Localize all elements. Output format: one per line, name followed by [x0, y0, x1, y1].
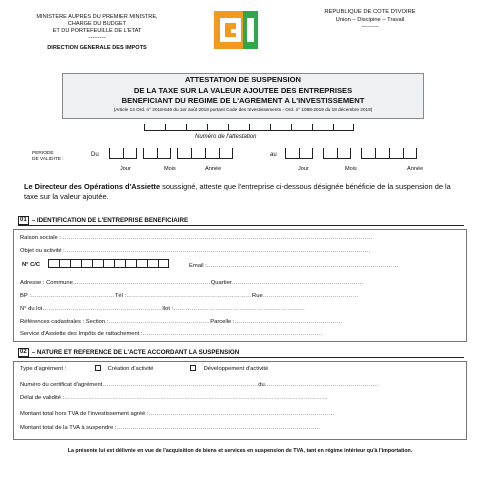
- period-to-label: au: [270, 152, 277, 158]
- creation-checkbox[interactable]: [95, 365, 101, 371]
- section-2-title: – NATURE ET REFERENCE DE L'ACTE ACCORDANT LA SUSPENSION: [31, 349, 240, 356]
- period-label: [32, 151, 64, 162]
- ilot-label: Ilot :: [162, 306, 174, 312]
- section-1-number: 01: [20, 217, 27, 223]
- section-1-header: [18, 216, 464, 225]
- email-field[interactable]: Email :……………………………………………………………………………………: [189, 263, 399, 269]
- period-from-day: Jour: [120, 166, 131, 172]
- attestation-number-label: Numéro de l'attestation: [195, 134, 257, 140]
- ministry-line: MINISTERE AUPRES DU PREMIER MINISTRE,: [36, 14, 158, 20]
- republic-motto: Union – Discipine – Travail: [335, 16, 405, 23]
- title-subtitle: (Article 14 Ord. n° 2018-646 du 1er août 2018 portant Code des Investissements - Ord. n° 1088-2019 du 18 décembre 2019): [113, 106, 373, 112]
- certificat-label: Numéro du certificat d'agrément: [20, 382, 103, 388]
- developpement-option[interactable]: [190, 365, 268, 372]
- raison-sociale-field[interactable]: Raison sociale :…………………………………………………………………………………………………………………………………………: [20, 235, 373, 241]
- creation-label: Création d'activité: [107, 365, 154, 372]
- montant-tva-label: Montant total de la TVA à suspendre :: [20, 425, 117, 431]
- ref-cadastrales-field[interactable]: Références cadastrales : Section :……………………………………………Parcelle :………………………………………………: [20, 319, 343, 325]
- adresse-label: Adresse : Commune: [20, 280, 73, 286]
- delai-field[interactable]: Délai de validité :……………………………………………………………………………………………………………………: [20, 395, 329, 401]
- service-field[interactable]: Service d'Assiette des Impôts de rattachement :………………………………………………………………………………: [20, 331, 323, 337]
- parcelle-label: Parcelle :: [210, 319, 235, 325]
- rue-label: Rue: [252, 293, 263, 299]
- ncc-label: N° C/C: [22, 262, 41, 268]
- period-from-label: Du: [91, 152, 99, 158]
- developpement-checkbox[interactable]: [190, 365, 196, 371]
- period-from-month: Mois: [164, 166, 176, 172]
- ref-cadastrales-label: Références cadastrales : Section :: [20, 319, 109, 325]
- lot-ilot-field[interactable]: N° du lot……………………………………………………Ilot :…………………………………………………………: [20, 306, 306, 312]
- section-2-rule: [18, 357, 464, 358]
- period-to-month: Mois: [345, 166, 357, 172]
- document-title-box: [62, 73, 424, 119]
- period-to-day: Jour: [298, 166, 309, 172]
- delai-label: Délai de validité :: [20, 395, 65, 401]
- intro-signatory: Le Directeur des Opérations d'Assiette: [24, 182, 161, 191]
- objet-field[interactable]: Objet ou activité :………………………………………………………………………………………………………………………………………: [20, 248, 371, 254]
- email-label: Email :: [189, 263, 207, 269]
- ministry-line: ET DU PORTEFEUILLE DE L'ETAT: [52, 28, 142, 34]
- ministry-separator: ---------: [88, 35, 106, 41]
- period-label-line: DE VALIDITE :: [32, 156, 64, 162]
- dgi-logo: [214, 11, 258, 49]
- direction-name: DIRECTION GENERALE DES IMPOTS: [47, 45, 147, 51]
- service-label: Service d'Assiette des Impôts de rattachement :: [20, 331, 143, 337]
- period-to-boxes[interactable]: [285, 148, 417, 159]
- developpement-label: Développement d'activité: [203, 365, 269, 372]
- period-label-line: PERIODE: [32, 151, 54, 156]
- section-2-number: 02: [20, 349, 27, 355]
- certificat-field[interactable]: Numéro du certificat d'agrément……………………………………………………………………du…………………………………………………: [20, 382, 379, 388]
- objet-label: Objet ou activité :: [20, 248, 65, 254]
- certificat-date-label: du: [258, 382, 265, 388]
- ministry-header: [12, 14, 182, 52]
- montant-ht-label: Montant total hors TVA de l'investissement agréé :: [20, 411, 149, 417]
- section-1-rule: [18, 225, 464, 226]
- montant-ht-field[interactable]: Montant total hors TVA de l'investissement agréé :…………………………………………………………………………………: [20, 411, 335, 417]
- title-line-1: ATTESTATION DE SUSPENSION: [184, 75, 302, 84]
- lot-label: N° du lot: [20, 306, 43, 312]
- bp-tel-rue-field[interactable]: BP :……………………………………Tél :………………………………………………………Rue…………………………………………: [20, 293, 359, 299]
- title-line-3: BENEFICIANT DU REGIME DE L'AGREMENT A L'INVESTISSEMENT: [121, 96, 365, 106]
- section-1-title: – IDENTIFICATION DE L'ENTREPRISE BENEFICIAIRE: [31, 217, 189, 224]
- footer-note: La présente lui est délivrée en vue de l'acquisition de biens et services en suspension de TVA, tant en régime intérieur qu'à l'importation.: [67, 448, 413, 454]
- tel-label: Tél :: [114, 293, 127, 299]
- period-from-year: Année: [205, 166, 222, 172]
- title-line-2: DE LA TAXE SUR LA VALEUR AJOUTEE DES ENTREPRISES: [133, 85, 353, 95]
- republic-name: REPUBLIQUE DE COTE D'IVOIRE: [324, 9, 416, 15]
- ncc-field[interactable]: [22, 262, 40, 268]
- intro-text: soussigné, atteste que l'entreprise ci-dessous désignée bénéficie de la suspension de la taxe sur la valeur ajoutée.: [24, 182, 451, 201]
- period-from-boxes[interactable]: [109, 148, 233, 159]
- ministry-line: CHARGE DU BUDGET: [67, 21, 127, 27]
- quartier-label: Quartier: [210, 280, 232, 286]
- type-agrement-label: Type d'agrément :: [20, 366, 67, 372]
- creation-option[interactable]: [95, 365, 154, 372]
- attestation-number-boxes[interactable]: [144, 124, 354, 131]
- section-2-header: [18, 348, 464, 357]
- raison-sociale-label: Raison sociale :: [20, 235, 61, 241]
- montant-tva-field[interactable]: Montant total de la TVA à suspendre :…………………………………………………………………………………………: [20, 425, 321, 431]
- intro-paragraph: [24, 182, 464, 202]
- bp-label: BP :: [20, 293, 31, 299]
- republic-separator: ---------: [361, 24, 379, 30]
- ncc-boxes[interactable]: [48, 259, 169, 268]
- republic-header: [300, 9, 440, 32]
- adresse-field[interactable]: Adresse : Commune……………………………………………………………Quartier…………………………………………………………: [20, 280, 364, 286]
- type-agrement-row: [20, 366, 66, 372]
- period-to-year: Année: [407, 166, 424, 172]
